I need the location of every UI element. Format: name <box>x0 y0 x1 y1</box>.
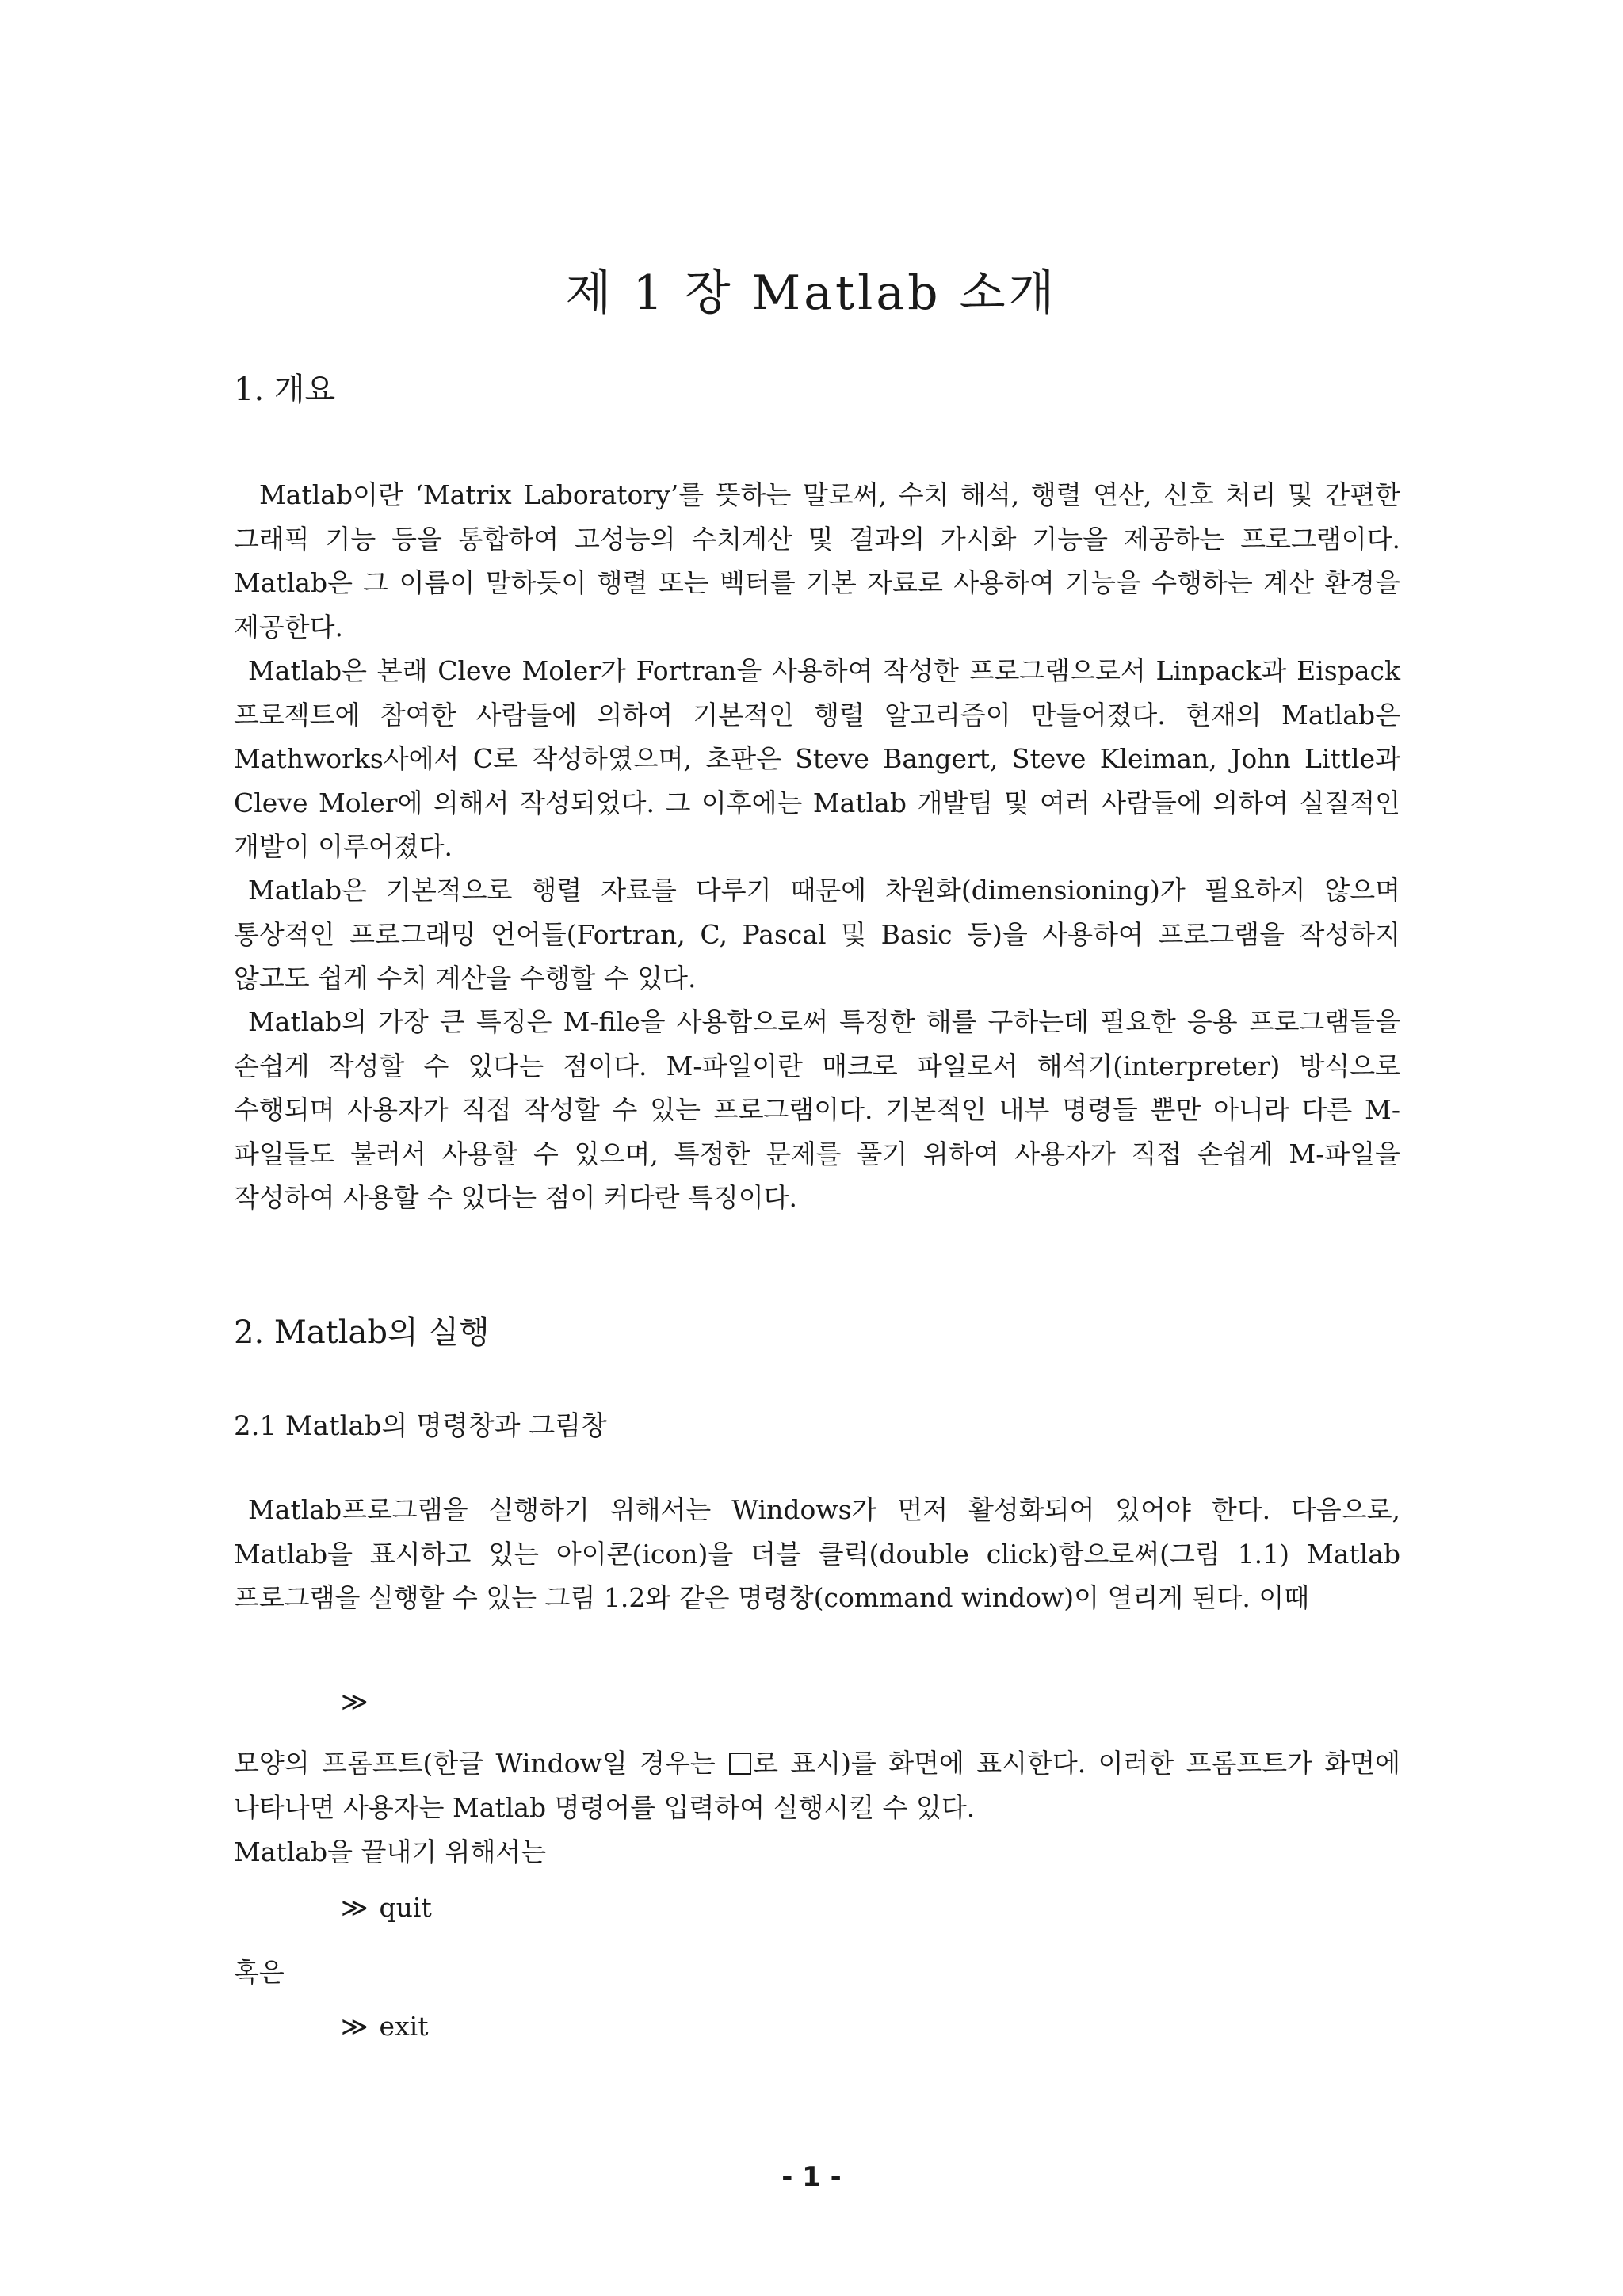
paragraph-overview-1: Matlab이란 ‘Matrix Laboratory’를 뜻하는 말로써, 수치 해석, 행렬 연산, 신호 처리 및 간편한 그래픽 기능 등을 통합하여 고성능의 수치계산 및 결과의 가시화 기능을 제공하는 프로그램이다. Matlab은 그 이름이 말하듯이 행렬 또는 벡터를 기본 자료로 사용하여 기능을 수행하는 계산 환경을 제공한다. <box>234 479 1400 643</box>
or-text: 혹은 <box>234 1957 285 1988</box>
exit-command: exit <box>379 2011 429 2042</box>
subsection-heading-windows: 2.1 Matlab의 명령창과 그림창 <box>234 1410 607 1442</box>
prompt-example <box>341 1686 380 1717</box>
prompt-desc-before: 모양의 프롬프트(한글 Window일 경우는 <box>234 1748 728 1779</box>
paragraph-prompt-description <box>234 1741 1400 1829</box>
section-heading-overview: 1. 개요 <box>234 372 336 408</box>
paragraph-overview-2: Matlab은 본래 Cleve Moler가 Fortran을 사용하여 작성한 프로그램으로서 Linpack과 Eispack 프로젝트에 참여한 사람들에 의하여 기본적인 행렬 알고리즘이 만들어졌다. 현재의 Matlab은 Mathworks사에서 C로 작성하였으며, 초판은 Steve Bangert, Steve Kleiman, John Little과 Cleve Moler에 의해서 작성되었다. 그 이후에는 Matlab 개발팀 및 여러 사람들에 의하여 실질적인 개발이 이루어졌다. <box>234 655 1400 862</box>
paragraph-run-intro: Matlab프로그램을 실행하기 위해서는 Windows가 먼저 활성화되어 있어야 한다. 다음으로, Matlab을 표시하고 있는 아이콘(icon)을 더블 클릭(double click)함으로써(그림 1.1) Matlab 프로그램을 실행할 수 있는 그림 1.2와 같은 명령창(command window)이 열리게 된다. 이때 <box>234 1494 1400 1613</box>
prompt-symbol: ≫ <box>341 1892 369 1923</box>
section-heading-running: 2. Matlab의 실행 <box>234 1314 490 1351</box>
exit-command-line <box>341 2011 429 2042</box>
page-number: - 1 - <box>781 2161 842 2193</box>
prompt-symbol: ≫ <box>341 1686 369 1717</box>
prompt-symbol: ≫ <box>341 2011 369 2042</box>
paragraph-overview-4: Matlab의 가장 큰 특징은 M-file을 사용함으로써 특정한 해를 구하는데 필요한 응용 프로그램들을 손쉽게 작성할 수 있다는 점이다. M-파일이란 매크로 파일로서 해석기(interpreter) 방식으로 수행되며 사용자가 직접 작성할 수 있는 프로그램이다. 기본적인 내부 명령들 뿐만 아니라 다른 M-파일들도 불러서 사용할 수 있으며, 특정한 문제를 풀기 위하여 사용자가 직접 손쉽게 M-파일을 작성하여 사용할 수 있다는 점이 커다란 특징이다. <box>234 1006 1400 1213</box>
quit-command-line <box>341 1892 432 1923</box>
paragraph-overview-3: Matlab은 기본적으로 행렬 자료를 다루기 때문에 차원화(dimensioning)가 필요하지 않으며 통상적인 프로그래밍 언어들(Fortran, C, Pascal 및 Basic 등)을 사용하여 프로그램을 작성하지 않고도 쉽게 수치 계산을 수행할 수 있다. <box>234 875 1400 994</box>
quit-command: quit <box>379 1892 432 1923</box>
paragraph-quit-intro: Matlab을 끝내기 위해서는 <box>234 1836 547 1867</box>
prompt-desc-after: 로 표시)를 화면에 표시한다. 이러한 프롬프트가 화면에 나타나면 사용자는 Matlab 명령어를 입력하여 실행시킬 수 있다. <box>234 1748 1400 1823</box>
square-box-icon <box>729 1753 751 1775</box>
chapter-title: 제 1 장 Matlab 소개 <box>565 265 1058 321</box>
